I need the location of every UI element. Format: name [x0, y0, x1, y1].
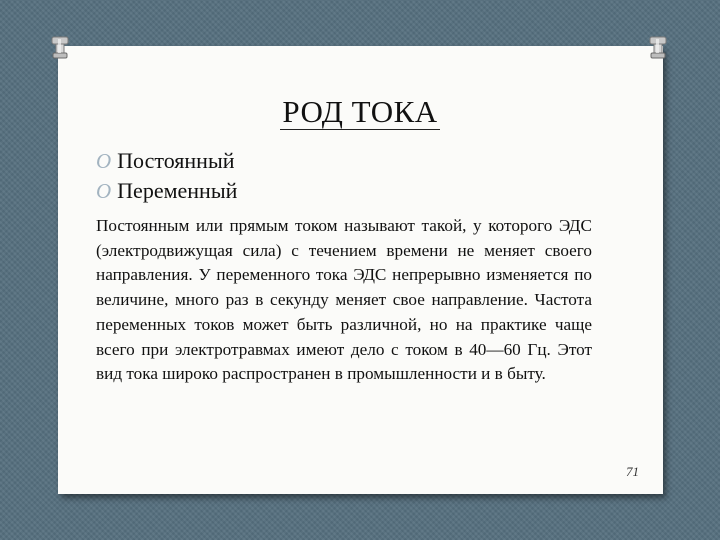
body-paragraph: Постоянным или прямым током называют такой, у которого ЭДС (электродвижущая сила) с течением времени не меняет своего направления. У переменного тока ЭДС непрерывно изменяется по величине, много раз в секунду меняет свое направление. Частота переменных токов может быть различной, но на практике чаще всего при электротравмах имеют дело с током в 40—60 Гц. Этот вид тока широко распространен в промышленности и в быту.: [96, 216, 592, 384]
bullet-marker-icon: O: [96, 149, 112, 173]
bullet-item: [96, 176, 237, 206]
bullet-label: Постоянный: [117, 148, 235, 173]
bullet-label: Переменный: [117, 178, 238, 203]
page-number: 71: [626, 464, 639, 479]
thumbtack-icon: [50, 36, 70, 62]
bullet-marker-icon: O: [96, 179, 112, 203]
slide-title-text: РОД ТОКА: [282, 94, 438, 129]
slide-title: [0, 94, 720, 130]
bullet-item: [96, 146, 237, 176]
thumbtack-icon: [648, 36, 668, 62]
bullet-list: [96, 146, 237, 206]
